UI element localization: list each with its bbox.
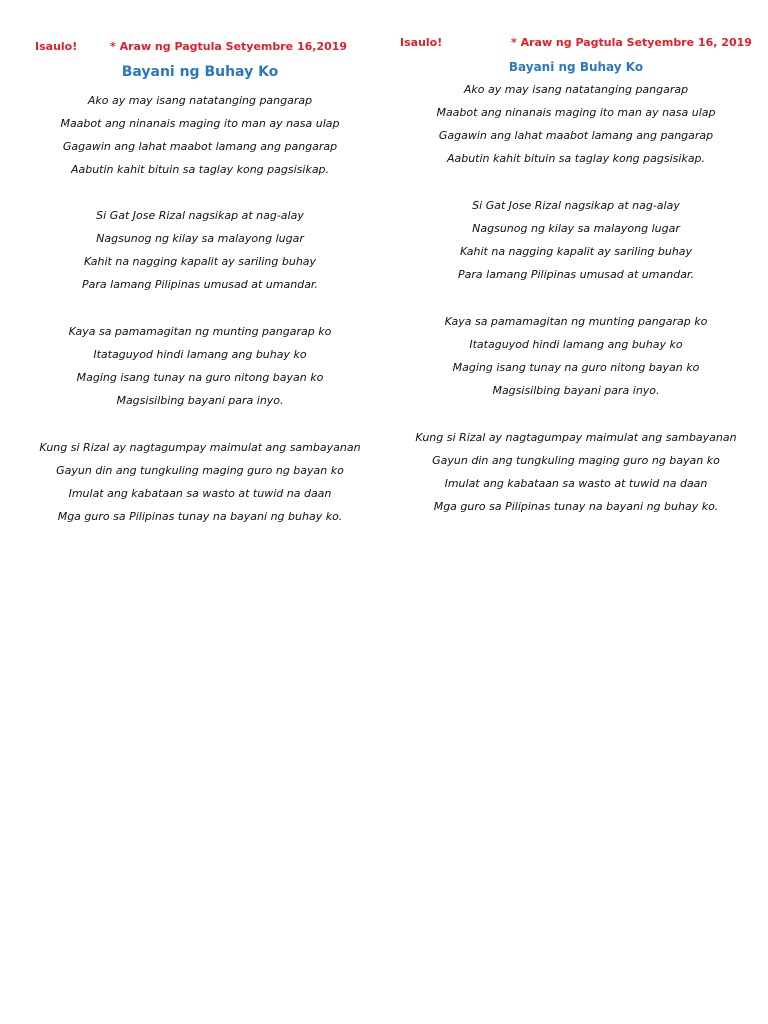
poem-line: Kaya sa pamamagitan ng munting pangarap ko: [444, 315, 708, 328]
header-isaulo-right: Isaulo!: [400, 36, 443, 49]
poem-line: Si Gat Jose Rizal nagsikap at nag-alay: [96, 209, 304, 222]
poem-line: Imulat ang kabataan sa wasto at tuwid na daan: [444, 477, 708, 490]
stanza-2-left: [0, 204, 400, 296]
poem-column-right: [384, 0, 768, 600]
stanza-3-left: [0, 320, 400, 412]
poem-column-left: [0, 0, 400, 600]
poem-line: Ako ay may isang natatanging pangarap: [463, 83, 689, 96]
poem-title-right: Bayani ng Buhay Ko: [508, 60, 644, 74]
poem-line: Mga guro sa Pilipinas tunay na bayani ng buhay ko.: [433, 500, 719, 513]
poem-title-left: Bayani ng Buhay Ko: [121, 64, 279, 80]
poem-line: Para lamang Pilipinas umusad at umandar.: [458, 268, 694, 281]
poem-line: Maging isang tunay na guro nitong bayan ko: [452, 361, 700, 374]
stanza-1-right: [384, 78, 768, 170]
poem-line: Mga guro sa Pilipinas tunay na bayani ng buhay ko.: [57, 510, 343, 523]
stanza-3-right: [384, 310, 768, 402]
poem-line: Maging isang tunay na guro nitong bayan ko: [76, 371, 324, 384]
poem-line: Kahit na nagging kapalit ay sariling buhay: [459, 245, 693, 258]
poem-line: Gagawin ang lahat maabot lamang ang pangarap: [438, 129, 714, 142]
poem-line: Ako ay may isang natatanging pangarap: [87, 94, 313, 107]
stanza-4-right: [384, 426, 768, 518]
poem-line: Kaya sa pamamagitan ng munting pangarap ko: [68, 325, 332, 338]
poem-line: Gagawin ang lahat maabot lamang ang pangarap: [62, 140, 338, 153]
poem-line: Maabot ang ninanais maging ito man ay nasa ulap: [60, 117, 340, 130]
poem-line: Itataguyod hindi lamang ang buhay ko: [469, 338, 683, 351]
poem-line: Para lamang Pilipinas umusad at umandar.: [82, 278, 318, 291]
header-date-left: * Araw ng Pagtula Setyembre 16,2019: [110, 40, 348, 53]
header-isaulo-left: Isaulo!: [35, 40, 78, 53]
poem-line: Aabutin kahit bituin sa taglay kong pagsisikap.: [70, 163, 330, 176]
poem-line: Nagsunog ng kilay sa malayong lugar: [96, 232, 304, 245]
poem-line: Kahit na nagging kapalit ay sariling buhay: [83, 255, 317, 268]
poem-line: Nagsunog ng kilay sa malayong lugar: [472, 222, 680, 235]
poem-line: Imulat ang kabataan sa wasto at tuwid na daan: [68, 487, 332, 500]
poem-line: Maabot ang ninanais maging ito man ay nasa ulap: [436, 106, 716, 119]
poem-line: Itataguyod hindi lamang ang buhay ko: [93, 348, 307, 361]
stanza-4-left: [0, 436, 400, 528]
poem-line: Kung si Rizal ay nagtagumpay maimulat ang sambayanan: [415, 431, 737, 444]
poem-line: Gayun din ang tungkuling maging guro ng bayan ko: [56, 464, 344, 477]
poem-line: Magsisilbing bayani para inyo.: [492, 384, 660, 397]
stanza-1-left: [0, 89, 400, 181]
poem-line: Magsisilbing bayani para inyo.: [116, 394, 284, 407]
poem-line: Kung si Rizal ay nagtagumpay maimulat ang sambayanan: [39, 441, 361, 454]
poem-line: Aabutin kahit bituin sa taglay kong pagsisikap.: [446, 152, 706, 165]
header-date-right: * Araw ng Pagtula Setyembre 16, 2019: [511, 36, 752, 49]
poem-line: Gayun din ang tungkuling maging guro ng bayan ko: [432, 454, 720, 467]
stanza-2-right: [384, 194, 768, 286]
poem-line: Si Gat Jose Rizal nagsikap at nag-alay: [472, 199, 680, 212]
